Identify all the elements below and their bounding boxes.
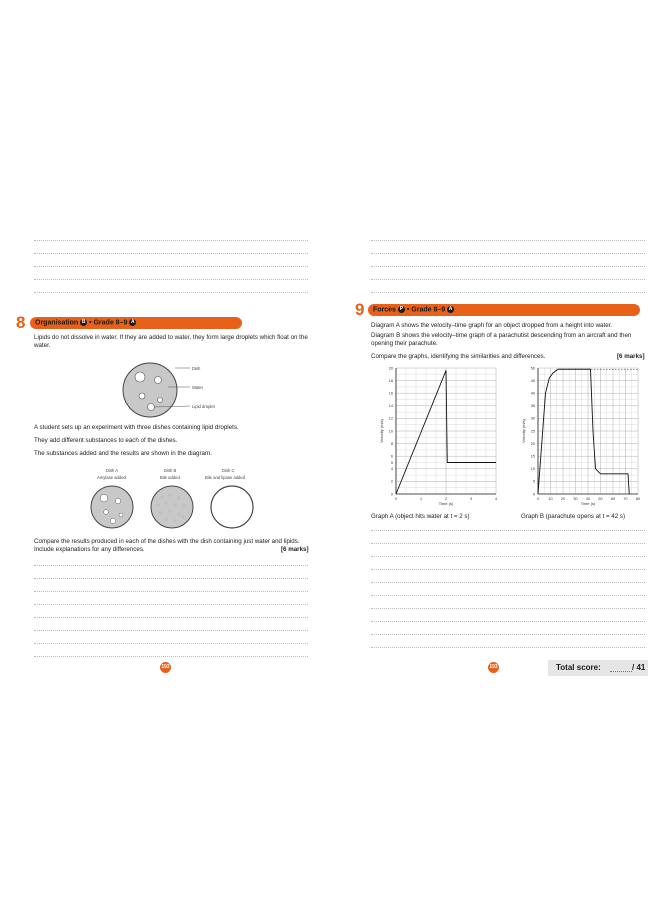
x-tick-label: 50	[598, 497, 603, 501]
lipid-droplet	[135, 372, 145, 382]
x-tick-label: 2	[444, 497, 448, 501]
y-tick-label: 6	[390, 454, 393, 459]
y-tick-label: 5	[532, 479, 535, 484]
page-number: 192	[160, 662, 171, 673]
total-score-label: Total score:	[556, 663, 601, 672]
x-tick-label: 0	[394, 497, 398, 501]
caption-graph-a: Graph A (object hits water at t = 2 s)	[371, 513, 470, 520]
total-score-max: / 41	[632, 663, 646, 672]
grade-badge: A	[131, 319, 135, 325]
y-tick-label: 2	[390, 479, 393, 484]
y-tick-label: 18	[388, 378, 393, 383]
y-tick-label: 10	[530, 467, 535, 472]
y-tick-label: 50	[530, 366, 535, 371]
answer-line	[371, 240, 645, 241]
y-tick-label: 25	[530, 429, 535, 434]
answer-line	[371, 608, 645, 609]
answer-line	[371, 266, 645, 267]
topic-badge: B	[81, 319, 86, 325]
intro-text: Lipids do not dissolve in water. If they are added to water, they form large droplets which float on the water.	[34, 334, 308, 349]
answer-line	[371, 634, 645, 635]
y-tick-label: 35	[530, 404, 535, 409]
x-tick-label: 10	[548, 497, 553, 501]
dish-c-added: Bile and lipase added	[205, 475, 246, 480]
y-tick-label: 0	[532, 492, 535, 497]
x-axis-label: Time (s)	[438, 501, 454, 506]
topic-label: Organisation B • Grade 8–9 A	[35, 319, 135, 327]
answer-line	[34, 578, 308, 579]
answer-line	[371, 621, 645, 622]
y-axis-label: Velocity (m/s)	[379, 418, 384, 444]
paragraph: Diagram A shows the velocity–time graph for an object dropped from a height into water.	[371, 322, 613, 329]
x-tick-label: 3	[469, 497, 473, 501]
y-tick-label: 12	[388, 416, 393, 421]
grid	[538, 368, 638, 494]
y-tick-label: 10	[388, 429, 393, 434]
caption-graph-b: Graph B (parachute opens at t = 42 s)	[521, 513, 626, 520]
answer-line	[34, 617, 308, 618]
answer-line	[371, 582, 645, 583]
y-tick-label: 0	[390, 492, 393, 497]
question-text: Compare the graphs, identifying the similarities and differences.	[371, 353, 546, 360]
answer-line	[371, 556, 645, 557]
answer-line	[371, 253, 645, 254]
dish-c-label: Dish C	[222, 468, 235, 473]
x-tick-label: 60	[610, 497, 616, 501]
question-number: 8	[16, 313, 26, 332]
topic-label: Forces P • Grade 8–9 A	[373, 306, 453, 314]
answer-line	[34, 266, 308, 267]
answer-line	[34, 591, 308, 592]
dish-a-added: Amylase added	[97, 475, 126, 480]
answer-line	[371, 279, 645, 280]
y-tick-label: 20	[388, 366, 393, 371]
y-tick-label: 5	[390, 460, 393, 465]
y-tick-label: 20	[530, 441, 535, 446]
answer-line	[371, 292, 645, 293]
lipid-droplet	[139, 393, 145, 399]
answer-line	[371, 595, 645, 596]
paragraph: A student sets up an experiment with three dishes containing lipid droplets.	[34, 424, 239, 431]
graph-a	[370, 364, 500, 512]
y-tick-label: 45	[530, 378, 535, 383]
lipid-droplet	[155, 377, 162, 384]
page-number: 193	[488, 662, 499, 673]
paragraph: The substances added and the results are shown in the diagram.	[34, 450, 212, 457]
x-tick-label: 70	[623, 497, 628, 501]
paragraph: They add different substances to each of the dishes.	[34, 437, 178, 444]
answer-line	[34, 565, 308, 566]
answer-line	[34, 604, 308, 605]
dish-b	[151, 486, 193, 528]
x-tick-label: 40	[585, 497, 591, 501]
dish-diagram	[120, 360, 240, 420]
paragraph: Diagram B shows the velocity–time graph of a parachutist descending from an aircraft and then opening their parachute.	[371, 332, 632, 347]
x-tick-label: 4	[494, 497, 498, 501]
x-tick-label: 20	[560, 497, 566, 501]
score-blank	[610, 671, 632, 672]
grade-badge: A	[448, 306, 453, 312]
dish-c	[211, 486, 253, 528]
answer-line	[34, 279, 308, 280]
y-tick-label: 16	[388, 391, 393, 396]
topic-badge: P	[399, 306, 404, 312]
question-text: Compare the results produced in each of the dishes with the dish containing just water and lipids. Include explanations for any differences.	[34, 538, 300, 553]
lipid-droplet	[158, 398, 163, 403]
x-tick-label: 0	[536, 497, 540, 501]
answer-line	[34, 630, 308, 631]
x-tick-label: 1	[419, 497, 423, 501]
marks: [6 marks]	[617, 353, 645, 360]
y-tick-label: 4	[390, 467, 393, 472]
y-tick-label: 40	[530, 391, 535, 396]
graph-b	[514, 364, 644, 512]
answer-line	[34, 240, 308, 241]
answer-line	[34, 656, 308, 657]
answer-line	[34, 292, 308, 293]
answer-line	[371, 543, 645, 544]
y-tick-label: 15	[530, 454, 535, 459]
answer-line	[34, 643, 308, 644]
y-axis-label: Velocity (m/s)	[521, 418, 526, 444]
answer-line	[371, 569, 645, 570]
label-water: Water	[192, 385, 204, 390]
answer-line	[371, 647, 645, 648]
question-number: 9	[355, 300, 365, 319]
three-dishes-diagram	[88, 484, 258, 530]
y-tick-label: 8	[390, 441, 393, 446]
x-tick-label: 30	[573, 497, 578, 501]
label-dish: Dish	[192, 366, 201, 371]
dish-a-label: Dish A	[106, 468, 119, 473]
answer-line	[34, 253, 308, 254]
dish-a	[91, 486, 133, 528]
y-tick-label: 14	[388, 404, 393, 409]
x-tick-label: 80	[635, 497, 641, 501]
dish-b-added: Bile added	[160, 475, 180, 480]
label-lipid-droplet: Lipid droplet	[192, 404, 215, 409]
x-axis-label: Time (s)	[580, 501, 596, 506]
answer-line	[371, 530, 645, 531]
dish-b-label: Dish B	[164, 468, 177, 473]
total-score-box	[548, 660, 648, 676]
lipid-droplet	[148, 404, 155, 411]
y-tick-label: 30	[530, 416, 535, 421]
marks: [6 marks]	[281, 546, 309, 553]
